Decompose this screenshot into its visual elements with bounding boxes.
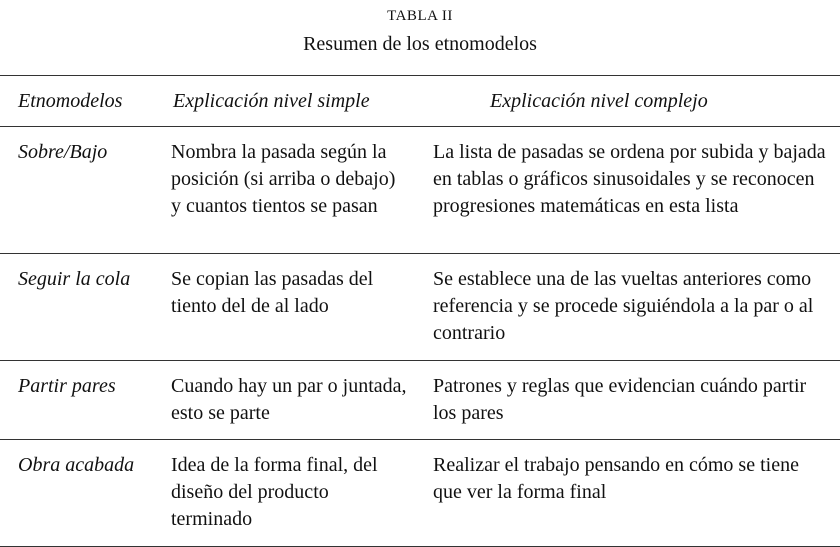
row-name: Sobre/Bajo xyxy=(0,127,153,254)
row-name: Seguir la cola xyxy=(0,254,153,361)
row-simple-explanation: Cuando hay un par o juntada, esto se parte xyxy=(153,361,415,440)
row-simple-explanation: Nombra la pasada según la posición (si arriba o debajo) y cuantos tientos se pasan xyxy=(153,127,415,254)
table-row xyxy=(0,127,840,254)
ethnomodels-table xyxy=(0,75,840,547)
table-title: Resumen de los etnomodelos xyxy=(303,33,537,55)
column-header-etnomodelos: Etnomodelos xyxy=(0,76,153,127)
column-header-simple: Explicación nivel simple xyxy=(153,76,415,127)
row-complex-explanation: La lista de pasadas se ordena por subida y bajada en tablas o gráficos sinusoidales y se reconocen progresiones matemáticas en esta lista xyxy=(415,127,840,254)
table-row xyxy=(0,254,840,361)
row-complex-explanation: Se establece una de las vueltas anteriores como referencia y se procede siguiéndola a la par o al contrario xyxy=(415,254,840,361)
row-complex-explanation: Patrones y reglas que evidencian cuándo partir los pares xyxy=(415,361,840,440)
row-name: Partir pares xyxy=(0,361,153,440)
table-label: TABLA II xyxy=(387,8,453,24)
row-simple-explanation: Idea de la forma final, del diseño del producto terminado xyxy=(153,440,415,547)
row-simple-explanation: Se copian las pasadas del tiento del de al lado xyxy=(153,254,415,361)
table-row xyxy=(0,440,840,547)
table-row xyxy=(0,361,840,440)
column-header-complex: Explicación nivel complejo xyxy=(415,76,840,127)
table-header-row xyxy=(0,76,840,127)
row-complex-explanation: Realizar el trabajo pensando en cómo se tiene que ver la forma final xyxy=(415,440,840,547)
row-name: Obra acabada xyxy=(0,440,153,547)
